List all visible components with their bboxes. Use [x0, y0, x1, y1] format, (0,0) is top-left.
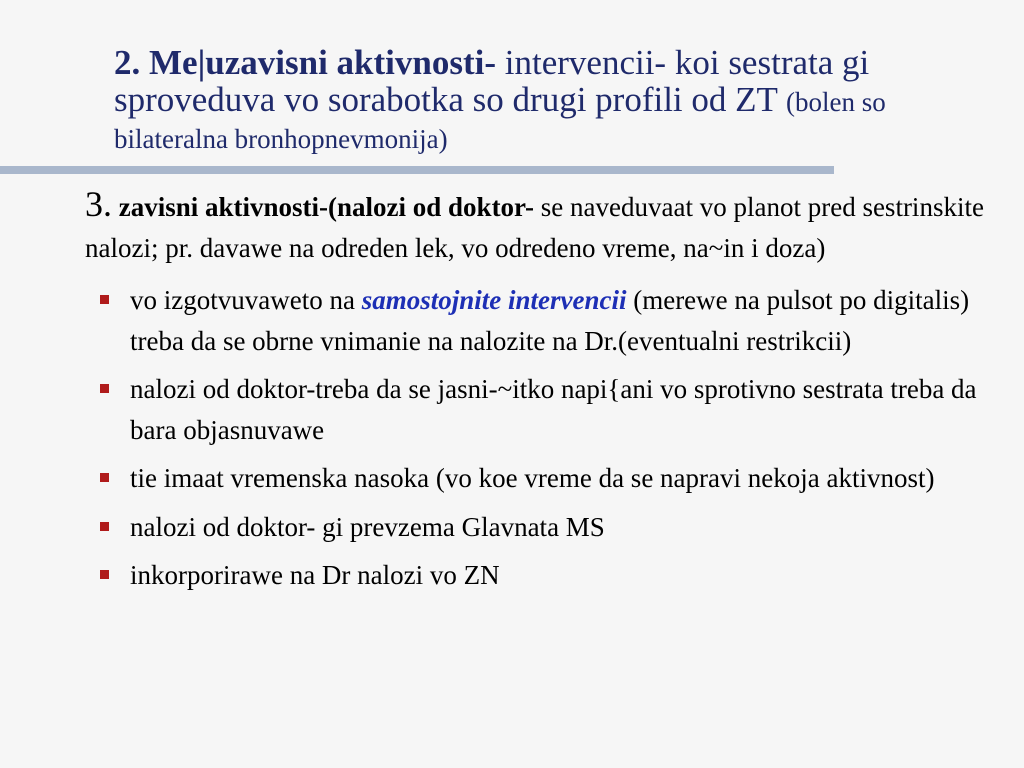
bullet-item — [85, 507, 985, 548]
bullet-square-icon — [100, 295, 109, 304]
section-bold: zavisni aktivnosti-(nalozi od doktor- — [112, 192, 535, 222]
bullet-square-icon — [100, 384, 109, 393]
bullet-text: vo izgotvuvaweto na — [130, 285, 362, 315]
section-rest: naveduvaat vo planot pred sestrinskite nalozi; pr. davawe na odreden lek, vo odredeno vreme, na~in i doza) — [85, 192, 984, 263]
title-small: (bolen so bilateralna bronhopnevmonija) — [114, 87, 886, 155]
section-se: se — [534, 192, 564, 222]
title-bold: 2. Me|uzavisni aktivnosti- — [114, 43, 497, 82]
bullet-square-icon — [100, 570, 109, 579]
bullet-list — [85, 280, 985, 596]
bullet-item — [85, 555, 985, 596]
slide-body — [85, 186, 985, 604]
section-number: 3. — [85, 184, 112, 224]
title-divider — [0, 166, 834, 174]
bullet-square-icon — [100, 473, 109, 482]
bullet-item — [85, 369, 985, 450]
slide-title — [114, 44, 974, 155]
bullet-text: nalozi od doktor-treba da se jasni-~itko napi{ani vo sprotivno sestrata treba da bara objasnuvawe — [130, 374, 977, 445]
bullet-text: nalozi od doktor- gi prevzema Glavnata MS — [130, 511, 605, 542]
bullet-text: tie imaat vremenska nasoka (vo koe vreme da se napravi nekoja aktivnost) — [130, 463, 935, 493]
bullet-item — [85, 280, 985, 361]
section-lead — [85, 186, 985, 268]
bullet-square-icon — [100, 522, 109, 531]
bullet-emphasis: samostojnite intervencii — [361, 285, 627, 315]
bullet-text: inkorporirawe na Dr nalozi vo ZN — [130, 560, 500, 590]
bullet-text-after: (merewe na pulsot po digitalis) treba da se obrne vnimanie na nalozite na Dr.(eventualni restrikcii) — [130, 285, 970, 356]
title-rest: intervencii- koi sestrata gi sproveduva vo sorabotka so drugi profili od ZT — [114, 43, 870, 120]
bullet-item — [85, 458, 985, 499]
